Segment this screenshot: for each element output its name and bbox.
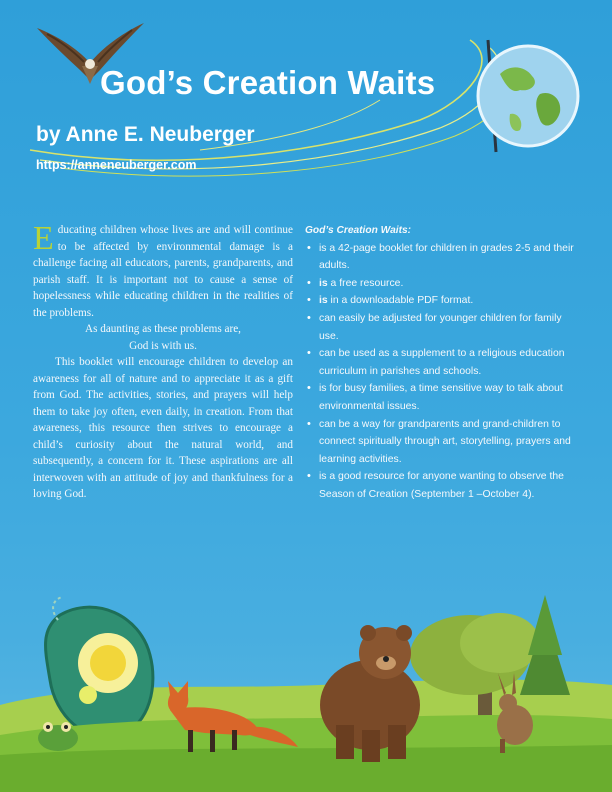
feature-list — [305, 240, 575, 504]
list-item: • is a good resource for anyone wanting to observe the Season of Creation (September 1 –October 4). — [305, 468, 575, 503]
feature-list-section — [305, 222, 575, 504]
list-item: • is for busy families, a time sensitive way to talk about environmental issues. — [305, 380, 575, 415]
list-item: • is a free resource. — [305, 275, 575, 293]
feature-list-heading: God’s Creation Waits: — [305, 225, 412, 236]
list-item: • can be used as a supplement to a religious education curriculum in parishes and schools. — [305, 345, 575, 380]
author-byline: by Anne E. Neuberger — [36, 123, 255, 146]
list-item: • can easily be adjusted for younger children for family use. — [305, 310, 575, 345]
intro-text — [33, 222, 293, 503]
page-title: God’s Creation Waits — [100, 64, 436, 101]
list-item: • is in a downloadable PDF format. — [305, 292, 575, 310]
drop-cap: E — [33, 220, 54, 257]
intro-centered-line-2: God is with us. — [129, 339, 197, 352]
intro-paragraph-2: This booklet will encourage children to develop an awareness for all of nature and to appreciate it as a gift from God. The activities, stories, and prayers will help them to take joy often, even daily, in creation. From that awareness, this resource then strives to encourage a child’s curiosity about the natural world, and subsequently, a concern for it. These aspirations are all interwoven with an attitude of joy and thankfulness for a loving God. — [33, 356, 293, 500]
earth-globe-illustration — [470, 34, 580, 158]
list-item: • can be a way for grandparents and grand-children to connect spiritually through art, storytelling, prayers and learning activities. — [305, 416, 575, 469]
intro-paragraph-1: ducating children whose lives are and will continue to be affected by environmental damage is a challenge facing all educators, parents, grandparents, and parish staff. It is important not to cause a sense of hopelessness while educating children in the realities of the problems. — [33, 224, 293, 319]
intro-centered-line-1: As daunting as these problems are, — [85, 323, 241, 335]
nature-scene-illustration — [0, 585, 612, 792]
website-link[interactable]: https://anneneuberger.com — [36, 158, 197, 172]
list-item: • is a 42-page booklet for children in grades 2-5 and their adults. — [305, 240, 575, 275]
